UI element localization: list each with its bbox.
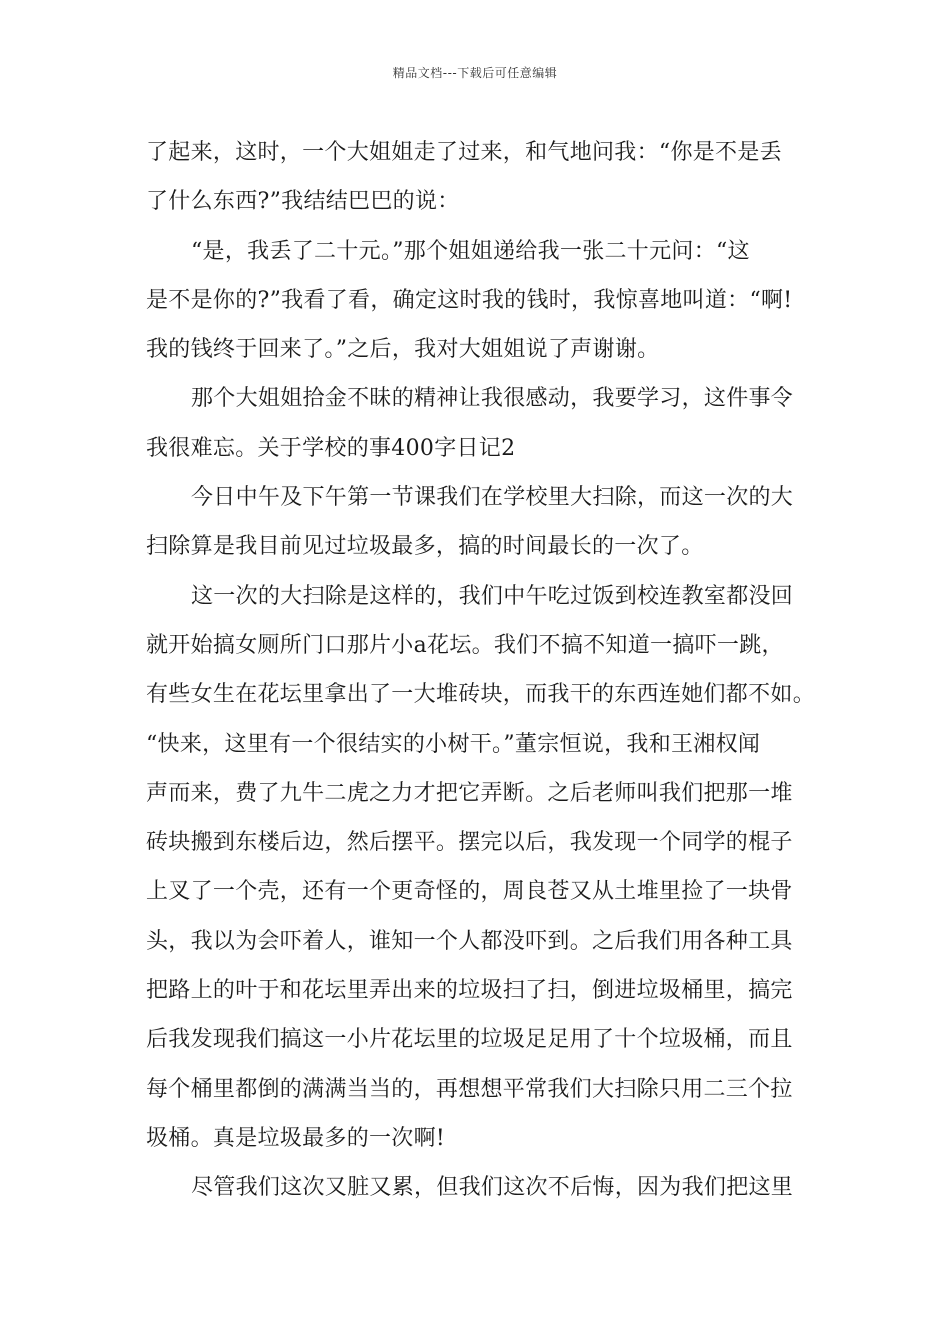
text-line: 了什么东西?”我结结巴巴的说： xyxy=(146,189,460,215)
text-line: 扫除算是我目前见过垃圾最多，搞的时间最长的一次了。 xyxy=(146,534,704,560)
text-line: 后我发现我们搞这一小片花坛里的垃圾足足用了十个垃圾桶，而且 xyxy=(146,1027,793,1053)
text-line: 头，我以为会吓着人，谁知一个人都没吓到。之后我们用各种工具 xyxy=(146,928,793,954)
text-line: 了起来，这时，一个大姐姐走了过来，和气地问我：“你是不是丢 xyxy=(146,140,782,165)
text-line: 这一次的大扫除是这样的，我们中午吃过饭到校连教室都没回 xyxy=(191,583,794,609)
text-line: 就开始搞女厕所门口那片小a花坛。我们不搞不知道一搞吓一跳， xyxy=(146,632,784,658)
text-line: 每个桶里都倒的满满当当的，再想想平常我们大扫除只用二三个拉 xyxy=(146,1076,793,1102)
text-line: 今日中午及下午第一节课我们在学校里大扫除，而这一次的大 xyxy=(191,485,794,511)
page-header: 精品文档---下载后可任意编辑 xyxy=(392,66,558,80)
document-body xyxy=(146,128,821,1213)
text-line: “是，我丢了二十元。”那个姐姐递给我一张二十元问：“这 xyxy=(191,238,750,264)
text-line: 那个大姐姐拾金不昧的精神让我很感动，我要学习，这件事令 xyxy=(191,386,794,412)
text-line: “快来，这里有一个很结实的小树干。”董宗恒说，我和王湘权闻 xyxy=(146,731,761,757)
text-line: 圾桶。真是垃圾最多的一次啊! xyxy=(146,1125,446,1151)
text-line: 声而来，费了九牛二虎之力才把它弄断。之后老师叫我们把那一堆 xyxy=(146,780,793,806)
text-line: 我很难忘。关于学校的事400字日记2 xyxy=(146,435,516,461)
text-line: 我的钱终于回来了。”之后，我对大姐姐说了声谢谢。 xyxy=(146,337,660,363)
text-line: 把路上的叶于和花坛里弄出来的垃圾扫了扫，倒进垃圾桶里，搞完 xyxy=(146,978,793,1004)
text-line: 上叉了一个壳，还有一个更奇怪的，周良苍又从土堆里捡了一块骨 xyxy=(146,879,793,905)
text-line: 砖块搬到东楼后边，然后摆平。摆完以后，我发现一个同学的棍子 xyxy=(146,830,793,856)
text-line: 是不是你的?”我看了看，确定这时我的钱时，我惊喜地叫道：“啊! xyxy=(146,287,793,313)
text-line: 有些女生在花坛里拿出了一大堆砖块，而我干的东西连她们都不如。 xyxy=(146,682,816,708)
text-line: 尽管我们这次又脏又累，但我们这次不后悔，因为我们把这里 xyxy=(191,1175,794,1201)
